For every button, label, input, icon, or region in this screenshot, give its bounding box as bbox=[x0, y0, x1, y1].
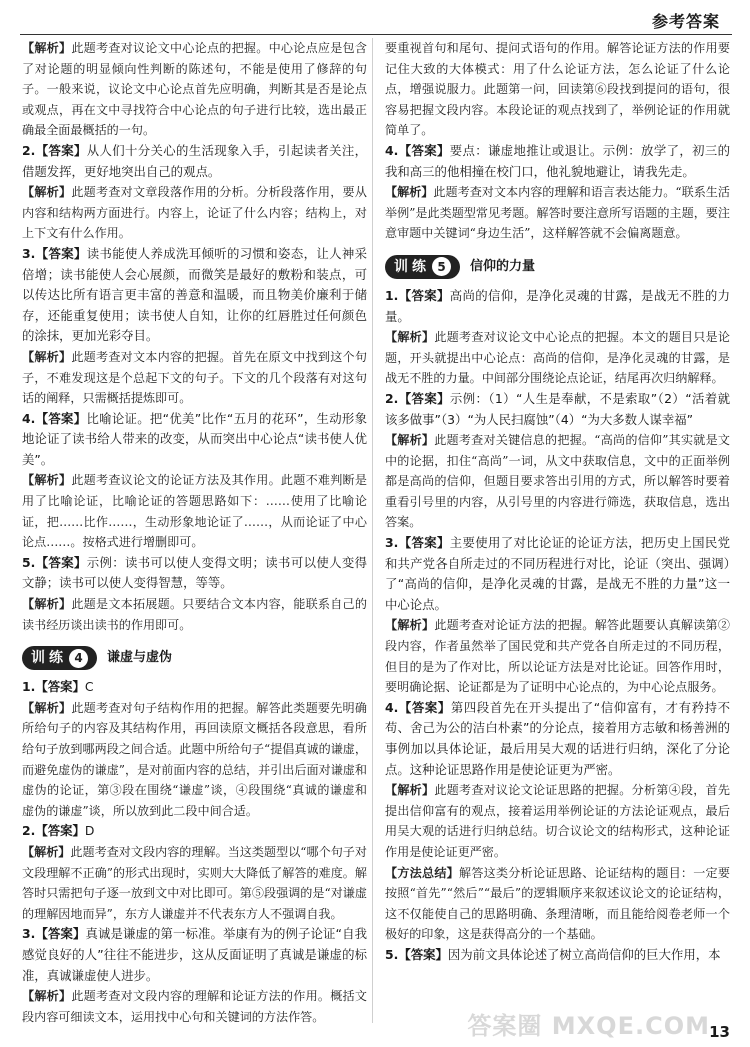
column-divider bbox=[372, 38, 373, 1023]
answer-tag: 1.【答案】 bbox=[385, 287, 450, 303]
answer-tag: 【解析】 bbox=[385, 618, 435, 633]
answer-paragraph bbox=[385, 389, 730, 430]
paragraph-text: 此题考查对议论文中心论点的把握。本文的题目只是论题，开头就提出中心论点：高尚的信仰，是净化灵魂的甘露，是战无不胜的力量。中间部分围绕论点论证，结尾再次归纳解释。 bbox=[385, 330, 730, 386]
answer-paragraph bbox=[22, 244, 367, 347]
explanation-paragraph bbox=[22, 842, 367, 924]
explanation-paragraph bbox=[22, 698, 367, 822]
paragraph-text: 解答这类分析论证思路、论证结构的题目：一定要按照“首先”“然后”“最后”的逻辑顺序来叙述议论文的论证结构，这不仅能使自己的思路明确、条理清晰，而且能给阅卷老师一个极好的印象，这是获得高分的一个基础。 bbox=[385, 865, 730, 942]
paragraph-text: 要重视首句和尾句、提问式语句的作用。解答论证方法的作用要记住大致的大体模式：用了什么论证方法，怎么论证了什么论点，增强说服力。此题第一问，回读第⑥段找到提问的语句，很容易把握文段内容。本段论证的观点找到了，举例论证的作用就简单了。 bbox=[385, 41, 730, 138]
answer-tag: 5.【答案】 bbox=[22, 554, 87, 570]
paragraph-text: 从人们十分关心的生活现象入手，引起读者关注，借题发挥，更好地突出自己的观点。 bbox=[22, 142, 367, 179]
paragraph-text: 因为前文具体论述了树立高尚信仰的巨大作用，本 bbox=[447, 946, 721, 962]
explanation-paragraph bbox=[22, 182, 367, 244]
paragraph-text: 高尚的信仰，是净化灵魂的甘露，是战无不胜的力量。 bbox=[385, 287, 730, 324]
section-title: 信仰的力量 bbox=[470, 258, 536, 274]
paragraph-text: 读书能使人养成洗耳倾听的习惯和姿态，让人神采倍增；读书能使人会心展颜，而微笑是最好的敷粉和装点，可以传达比所有语言更丰富的善意和温暖，而且物美价廉利于储存，还能重复使用；读书使人自知，让你的红唇胜过任何颜色的涂抹，更加光彩夺目。 bbox=[22, 245, 367, 344]
answer-paragraph bbox=[385, 698, 730, 780]
explanation-paragraph bbox=[385, 327, 730, 389]
answer-paragraph bbox=[385, 141, 730, 182]
answer-paragraph bbox=[22, 821, 367, 842]
answer-tag: 4.【答案】 bbox=[385, 699, 451, 715]
section-badge-label: 训练 bbox=[31, 649, 67, 666]
section-badge bbox=[22, 646, 97, 670]
paragraph-text: 示例：读书可以使人变得文明；读书可以使人变得文静；读书可以使人变得智慧，等等。 bbox=[22, 554, 367, 591]
explanation-paragraph bbox=[22, 986, 367, 1027]
explanation-paragraph bbox=[385, 182, 730, 244]
answer-tag: 【解析】 bbox=[22, 41, 72, 55]
answer-tag: 【解析】 bbox=[385, 783, 435, 798]
explanation-paragraph bbox=[385, 780, 730, 862]
section-badge-label: 训练 bbox=[394, 258, 430, 275]
answer-tag: 3.【答案】 bbox=[385, 535, 450, 551]
paragraph-text: D bbox=[84, 823, 95, 839]
section-number: 5 bbox=[432, 257, 451, 276]
paragraph-text: 此题考查对议论文论证思路的把握。分析第④段，首先提出信仰富有的观点，接着运用举例论证的方法论证观点，最后用吴大观的话进行归纳总结。切合议论文的结构形式，这种论证作用是使论证更严密。 bbox=[385, 783, 730, 859]
answer-paragraph bbox=[22, 553, 367, 594]
explanation-paragraph bbox=[385, 615, 730, 697]
header-title: 参考答案 bbox=[651, 12, 720, 31]
answer-tag: 【解析】 bbox=[385, 185, 434, 200]
paragraph-text: 此题考查对议论文中心论点的把握。中心论点应是包含了对论题的明显倾向性判断的陈述句，不能是使用了修辞的句子。一般来说，议论文中心论点首先应明确，判断其是否是论点或观点，再在文中寻找符合中心论点的句子进行比较，选出最正确最全面最概括的一句。 bbox=[22, 41, 367, 138]
explanation-paragraph bbox=[22, 470, 367, 552]
paragraph-text: 此题是文本拓展题。只要结合文本内容，能联系自己的读书经历谈出读书的作用即可。 bbox=[22, 597, 367, 632]
paragraph-text: 要点：谦虚地推让或退让。示例：放学了，初三的我和高三的他相撞在校门口，他礼貌地避让，请我先走。 bbox=[385, 142, 730, 179]
paragraph-text: 此题考查对论证方法的把握。解答此题要认真解读第②段内容，作者虽然举了国民党和共产党各自所走过的不同历程，但目的是为了作对比，所以论证方法是对比论证。回答作用时，要明确论据、论证都是为了证明中心论点的，为中心论点服务。 bbox=[385, 618, 730, 695]
paragraph-text: 此题考查对文段内容的理解。当这类题型以“哪个句子对文段理解不正确”的形式出现时，实则大大降低了解答的难度。解答时只需把句子逐一放到文中对比即可。第⑤段强调的是“对谦虚的理解因地而异”，东方人谦虚并不代表东方人不强调自我。 bbox=[22, 844, 367, 921]
page-number: 13 bbox=[709, 1023, 730, 1041]
header-rule bbox=[20, 34, 732, 35]
answer-tag: 4.【答案】 bbox=[22, 410, 87, 426]
paragraph-text: 示例：（1）“人生是奉献，不是索取”（2）“活着就该多做事”（3）“为人民扫腐蚀”（4）“为大多数人谋幸福” bbox=[385, 390, 730, 427]
answer-tag: 【方法总结】 bbox=[385, 865, 459, 880]
paragraph-text: 此题考查对文本内容的把握。首先在原文中找到这个句子，不难发现这是个总起下文的句子。下文的几个段落有对这句话的阐释，只需概括提炼即可。 bbox=[22, 349, 367, 406]
answer-paragraph bbox=[22, 141, 367, 182]
answer-tag: 【解析】 bbox=[385, 330, 435, 345]
answer-tag: 1.【答案】 bbox=[22, 679, 85, 695]
paragraph-text: 此题考查对文章段落作用的分析。分析段落作用，要从内容和结构两方面进行。内容上，论证了什么内容；结构上，对上下文有什么作用。 bbox=[22, 185, 367, 241]
explanation-paragraph bbox=[22, 347, 367, 409]
paragraph-text: 此题考查对文段内容的理解和论证方法的作用。概括文段内容可细读文本，运用找中心句和关键词的方法作答。 bbox=[22, 989, 367, 1024]
answer-tag: 【解析】 bbox=[22, 844, 71, 859]
answer-paragraph bbox=[385, 286, 730, 327]
watermark: 答案圈 MXQE.COM bbox=[467, 1012, 710, 1040]
paragraph-text: C bbox=[84, 679, 94, 695]
explanation-paragraph bbox=[22, 38, 367, 141]
section-title: 谦虚与虚伪 bbox=[107, 649, 173, 665]
paragraph-text: 此题考查对句子结构作用的把握。解答此类题要先明确所给句子的内容及其结构作用，再回读原文概括各段意思，看所给句子放到哪两段之间合适。此题中所给句子“提倡真诚的谦虚，而避免虚伪的谦虚”，是对前面内容的总结，并引出后面对谦虚和虚伪的论证，第③段在围绕“谦虚”谈，④段围绕“真诚的谦虚和虚伪的谦虚”谈，所以放到此二段中间合适。 bbox=[22, 700, 367, 818]
answer-tag: 3.【答案】 bbox=[22, 926, 86, 942]
section-number: 4 bbox=[69, 649, 88, 668]
answer-paragraph bbox=[385, 533, 730, 615]
paragraph-text: 比喻论证。把“优美”比作“五月的花环”，生动形象地论证了读书给人带来的改变，从而突出中心论点“读书使人优美”。 bbox=[22, 410, 367, 467]
section-heading bbox=[22, 645, 367, 671]
section-badge bbox=[385, 255, 460, 279]
answer-paragraph bbox=[22, 409, 367, 471]
paragraph-text: 此题考查议论文的论证方法及其作用。此题不难判断是用了比喻论证，比喻论证的答题思路如下：……使用了比喻论证，把……比作……，生动形象地论证了……，从而论证了中心论点……。按格式进行增删即可。 bbox=[22, 473, 367, 550]
answer-tag: 3.【答案】 bbox=[22, 245, 87, 261]
paragraph-text: 第四段首先在开头提出了“信仰富有，才有矜持不苟、舍己为公的洁白朴素”的分论点，接着用方志敏和杨善洲的事例加以具体论证，最后用吴大观的话进行归纳，深化了分论点。这种论证思路作用是使论证更为严密。 bbox=[385, 699, 730, 777]
paragraph-text: 真诚是谦虚的第一标准。举康有为的例子论证“自我感觉良好的人”往往不能进步，这从反面证明了真诚是谦虚的标准，真诚谦虚使人进步。 bbox=[22, 926, 367, 983]
answer-tag: 2.【答案】 bbox=[22, 823, 85, 839]
right-column bbox=[385, 38, 730, 966]
answer-paragraph bbox=[22, 677, 367, 698]
answer-tag: 【解析】 bbox=[385, 433, 435, 448]
answer-tag: 【解析】 bbox=[22, 989, 72, 1004]
paragraph-text: 主要使用了对比论证的论证方法，把历史上国民党和共产党各自所走过的不同历程进行对比，论证（突出、强调）了“高尚的信仰，是净化灵魂的甘露，是战无不胜的力量”这一中心论点。 bbox=[385, 535, 730, 612]
section-heading bbox=[385, 254, 730, 280]
left-column bbox=[22, 38, 367, 1027]
answer-paragraph bbox=[385, 945, 730, 966]
explanation-paragraph bbox=[385, 38, 730, 141]
page-header bbox=[0, 0, 750, 38]
answer-paragraph bbox=[22, 924, 367, 986]
answer-tag: 5.【答案】 bbox=[385, 946, 448, 962]
answer-tag: 4.【答案】 bbox=[385, 142, 450, 158]
paragraph-text: 此题考查对文本内容的理解和语言表达能力。“联系生活举例”是此类题型常见考题。解答时要注意所写语题的主题，要注意审题中关键词“身边生活”，这样解答就不会偏离题意。 bbox=[385, 185, 730, 241]
answer-tag: 【解析】 bbox=[22, 349, 72, 364]
answer-tag: 2.【答案】 bbox=[385, 390, 450, 406]
answer-tag: 2.【答案】 bbox=[22, 142, 87, 158]
answer-tag: 【解析】 bbox=[22, 185, 72, 200]
explanation-paragraph bbox=[22, 594, 367, 635]
answer-tag: 【解析】 bbox=[22, 473, 72, 488]
answer-tag: 【解析】 bbox=[22, 700, 72, 715]
explanation-paragraph bbox=[385, 430, 730, 533]
answer-tag: 【解析】 bbox=[22, 597, 72, 612]
explanation-paragraph bbox=[385, 863, 730, 945]
paragraph-text: 此题考查对关键信息的把握。“高尚的信仰”其实就是文中的论据，扣住“高尚”一词，从文中获取信息，文中的正面举例都是高尚的信仰，但题目要求答出引用的方式，所以解答时要着重看引号里的内容，从引号里的内容进行筛选，获取信息，选出答案。 bbox=[385, 433, 730, 530]
